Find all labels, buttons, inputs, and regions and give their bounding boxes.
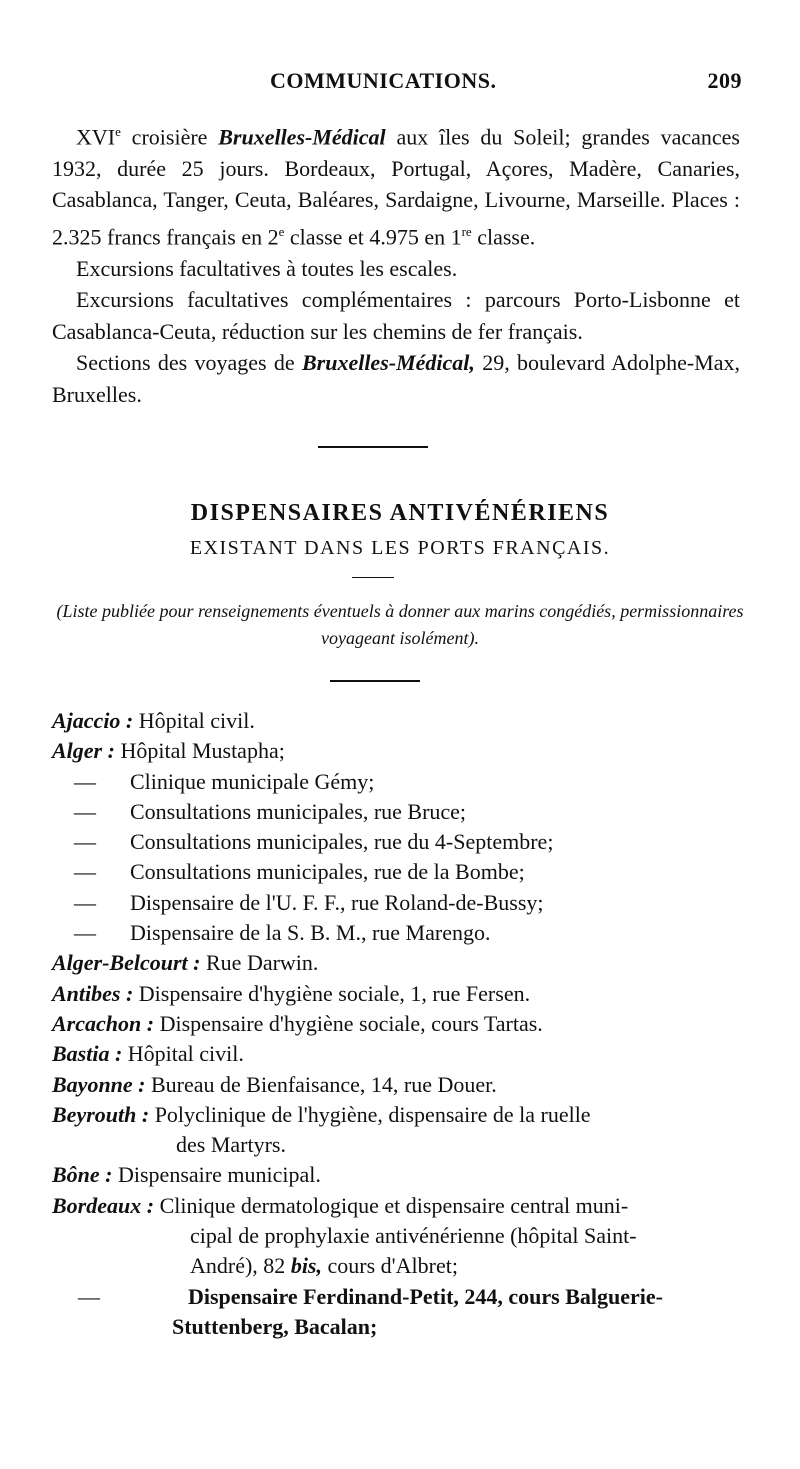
list-item [52, 827, 740, 857]
text: aux îles du Soleil; grandes vacances 1932, durée 25 jours. Bordeaux, Portugal, Açores, Madère, Canaries, Casablanca, Tanger, Ceuta, Baléares, Sardaigne, Livourne, Marseille. Places : 2.325 francs français en 2 [52, 124, 740, 250]
text: classe et 4.975 en 1 [284, 224, 462, 250]
entry-text: Polyclinique de l'hygiène, dispensaire de la ruelle [154, 1101, 591, 1127]
entry-text: Consultations municipales, rue de la Bombe; [130, 859, 525, 885]
place-name: Alger-Belcourt : [52, 950, 201, 976]
journal-name: Bruxelles-Médical, [301, 350, 475, 376]
entry-text: Consultations municipales, rue Bruce; [130, 798, 467, 824]
list-item [52, 857, 740, 887]
place-name: Ajaccio : [52, 708, 134, 733]
entry-text: Dispensaire Ferdinand-Petit, 244, cours Balguerie- [188, 1283, 663, 1309]
entry-text: Dispensaire d'hygiène sociale, 1, rue Fersen. [138, 980, 531, 1006]
short-divider [352, 577, 394, 578]
superscript: e [278, 223, 285, 239]
list-item [52, 706, 740, 736]
text: André), 82 [190, 1253, 291, 1279]
place-name: Antibes : [52, 980, 134, 1006]
entry-text: Bureau de Bienfaisance, 14, rue Douer. [151, 1071, 497, 1097]
place-name: Bastia : [52, 1041, 123, 1067]
entry-continuation: Stuttenberg, Bacalan; [172, 1313, 378, 1339]
cruise-announcement [52, 116, 740, 410]
list-item [52, 918, 740, 948]
entry-text: Dispensaire de l'U. F. F., rue Roland-de-Bussy; [130, 889, 544, 915]
superscript: re [461, 223, 472, 239]
note-divider [330, 680, 420, 682]
list-item [52, 1191, 740, 1282]
list-item [52, 979, 740, 1009]
entry-text: Dispensaire de la S. B. M., rue Marengo. [130, 920, 491, 946]
entry-text: Hôpital civil. [127, 1041, 244, 1067]
section-title: COMMUNICATIONS. [270, 68, 497, 93]
entry-text: Hôpital civil. [138, 708, 255, 733]
page-number: 209 [707, 68, 742, 93]
entry-continuation [52, 1251, 740, 1281]
place-name: Arcachon : [52, 1010, 155, 1036]
ditto-dash: — [78, 1283, 100, 1309]
entry-text: Clinique dermatologique et dispensaire central muni- [159, 1192, 629, 1218]
list-item [52, 1282, 740, 1343]
section-heading: DISPENSAIRES ANTIVÉNÉRIENS [190, 500, 610, 526]
entry-text: Consultations municipales, rue du 4-Septembre; [130, 829, 554, 855]
place-name: Beyrouth : [52, 1101, 150, 1127]
cruise-number: XVI [76, 124, 116, 150]
place-name: Bayonne : [52, 1071, 146, 1097]
place-name: Bône : [52, 1162, 113, 1188]
list-item [52, 1039, 740, 1069]
paragraph-cruise [52, 116, 740, 253]
list-item [52, 1160, 740, 1190]
paragraph-sections [52, 347, 740, 410]
entry-text: Rue Darwin. [206, 950, 319, 976]
entry-text: Dispensaire d'hygiène sociale, cours Tartas. [159, 1010, 543, 1036]
running-head [270, 68, 742, 94]
list-item [52, 948, 740, 978]
ditto-dash: — [74, 829, 96, 855]
text: bis, [290, 1253, 322, 1279]
entry-text: Clinique municipale Gémy; [130, 768, 375, 794]
entry-continuation: cipal de prophylaxie antivénérienne (hôpital Saint- [190, 1223, 637, 1249]
journal-name: Bruxelles-Médical [218, 124, 386, 150]
paragraph-excursions: Excursions facultatives à toutes les escales. [76, 255, 458, 281]
superscript: e [115, 124, 121, 139]
ditto-dash: — [74, 768, 96, 794]
list-item [52, 888, 740, 918]
text: Sections des voyages de [76, 350, 302, 376]
paragraph-excursions-complementary: Excursions facultatives complémentaires : parcours Porto-Lisbonne et Casablanca-Ceuta, réduction sur les chemins de fer français. [52, 287, 740, 344]
entry-text: Dispensaire municipal. [118, 1162, 321, 1188]
dispensary-list [52, 706, 740, 1342]
place-name: Bordeaux : [52, 1192, 155, 1218]
list-item [52, 1070, 740, 1100]
list-item [52, 1009, 740, 1039]
entry-continuation: des Martyrs. [176, 1132, 286, 1158]
ditto-dash: — [74, 798, 96, 824]
section-divider [318, 446, 428, 448]
section-subheading: EXISTANT DANS LES PORTS FRANÇAIS. [189, 537, 611, 559]
text: 29, boulevard Adolphe-Max, Bruxelles. [52, 350, 741, 407]
place-name: Alger : [52, 738, 115, 764]
ditto-dash: — [74, 889, 96, 915]
text: croisière [120, 124, 219, 150]
entry-text: Hôpital Mustapha; [120, 738, 285, 764]
text: classe. [471, 224, 536, 250]
ditto-dash: — [74, 859, 96, 885]
list-item [52, 736, 740, 766]
list-item [52, 1100, 740, 1161]
list-item [52, 797, 740, 827]
ditto-dash: — [74, 920, 96, 946]
list-item [52, 767, 740, 797]
list-note: (Liste publiée pour renseignements éventuels à donner aux marins congédiés, permissionnaires voyageant isolément). [56, 601, 744, 648]
text: cours d'Albret; [322, 1253, 458, 1279]
